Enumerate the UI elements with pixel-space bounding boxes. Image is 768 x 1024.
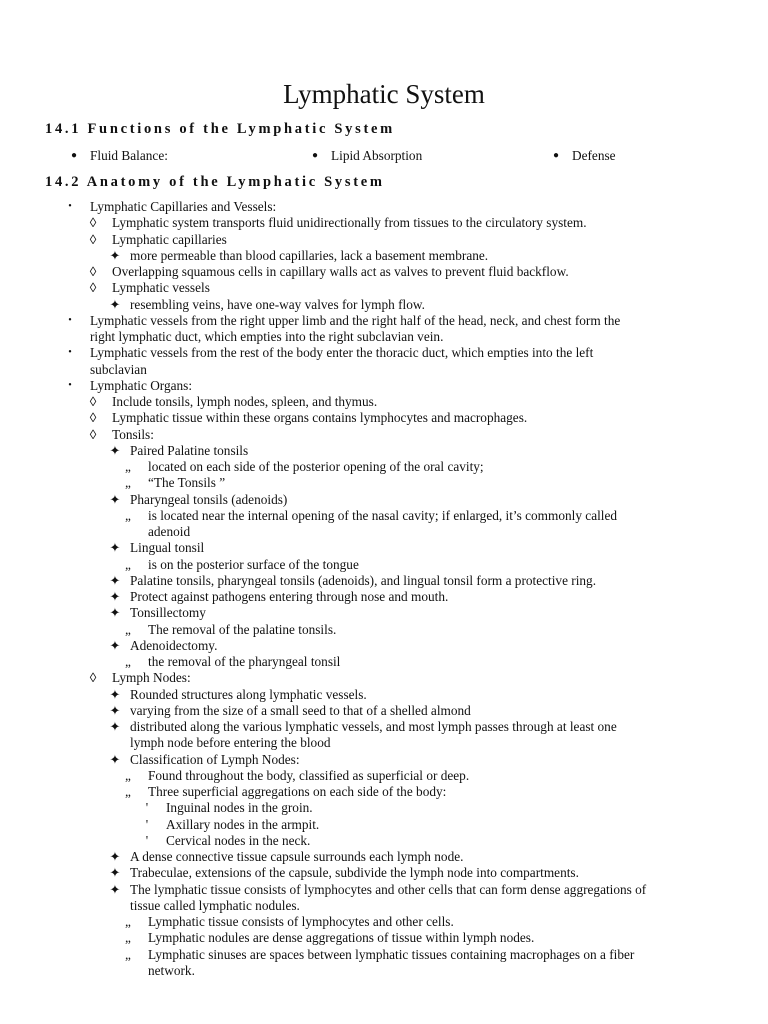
anatomy-outline bbox=[0, 199, 768, 979]
bullet-icon: ● bbox=[552, 150, 560, 161]
outline-line bbox=[0, 508, 768, 524]
function-item bbox=[70, 147, 168, 164]
function-item-label: Defense bbox=[572, 148, 616, 163]
outline-line bbox=[0, 248, 768, 264]
outline-line bbox=[0, 573, 768, 589]
outline-text: Axillary nodes in the armpit. bbox=[166, 816, 320, 832]
outline-line bbox=[0, 914, 768, 930]
quote-icon: „ bbox=[125, 621, 131, 637]
outline-line bbox=[0, 199, 768, 215]
star-icon: ✦ bbox=[109, 296, 121, 312]
outline-line bbox=[0, 768, 768, 784]
outline-line bbox=[0, 833, 768, 849]
outline-text: Three superficial aggregations on each side of the body: bbox=[148, 784, 447, 799]
star-icon: ✦ bbox=[109, 491, 121, 507]
outline-line bbox=[0, 654, 768, 670]
outline-line bbox=[0, 557, 768, 573]
outline-line bbox=[0, 492, 768, 508]
outline-line bbox=[0, 849, 768, 865]
outline-text: Lymphatic vessels bbox=[112, 280, 210, 296]
outline-line bbox=[0, 784, 768, 800]
outline-text: located on each side of the posterior opening of the oral cavity; bbox=[148, 459, 484, 474]
quote-icon: „ bbox=[125, 914, 131, 929]
outline-line bbox=[0, 329, 768, 345]
outline-line bbox=[0, 540, 768, 556]
outline-line bbox=[0, 443, 768, 459]
outline-text: Paired Palatine tonsils bbox=[130, 442, 249, 458]
outline-text: Trabeculae, extensions of the capsule, subdivide the lymph node into compartments. bbox=[130, 865, 579, 881]
document-title: Lymphatic System bbox=[283, 79, 485, 109]
outline-text: Lymphatic tissue within these organs contains lymphocytes and macrophages. bbox=[112, 410, 528, 426]
outline-line bbox=[0, 410, 768, 426]
star-icon: ✦ bbox=[109, 540, 121, 556]
quote-icon: „ bbox=[125, 507, 131, 523]
outline-line bbox=[0, 589, 768, 605]
outline-text: network. bbox=[148, 962, 195, 978]
outline-text: is located near the internal opening of the nasal cavity; if enlarged, it’s commonly called bbox=[148, 507, 618, 523]
star-icon: ✦ bbox=[109, 605, 121, 621]
star-icon: ✦ bbox=[109, 247, 121, 263]
outline-text: resembling veins, have one-way valves for lymph flow. bbox=[130, 296, 425, 312]
diamond-icon: ◊ bbox=[89, 410, 97, 426]
quote-icon: „ bbox=[125, 767, 131, 783]
outline-text: Cervical nodes in the neck. bbox=[166, 832, 311, 848]
outline-text: Overlapping squamous cells in capillary walls act as valves to prevent fluid backflow. bbox=[112, 264, 569, 279]
outline-line bbox=[0, 687, 768, 703]
outline-text: more permeable than blood capillaries, lack a basement membrane. bbox=[130, 247, 489, 263]
outline-line bbox=[0, 703, 768, 719]
diamond-icon: ◊ bbox=[89, 215, 97, 231]
section-heading-functions: 14.1 Functions of the Lymphatic System bbox=[45, 121, 395, 137]
outline-line bbox=[0, 459, 768, 475]
outline-text: Lymphatic tissue consists of lymphocytes and other cells. bbox=[148, 914, 454, 929]
outline-line bbox=[0, 638, 768, 654]
outline-line bbox=[0, 605, 768, 621]
outline-text: Classification of Lymph Nodes: bbox=[130, 751, 300, 767]
outline-line bbox=[0, 622, 768, 638]
star-icon: ✦ bbox=[109, 751, 121, 767]
quote-icon: „ bbox=[125, 946, 131, 962]
outline-text: Lymph Nodes: bbox=[112, 670, 191, 686]
star-icon: ✦ bbox=[109, 881, 121, 897]
outline-line bbox=[0, 427, 768, 443]
quote-icon: „ bbox=[125, 784, 131, 799]
outline-line bbox=[0, 280, 768, 296]
outline-text: Lymphatic system transports fluid unidirectionally from tissues to the circulatory system. bbox=[112, 215, 587, 231]
outline-line bbox=[0, 947, 768, 963]
star-icon: ✦ bbox=[109, 849, 121, 864]
diamond-icon: ◊ bbox=[89, 426, 97, 442]
outline-text: Tonsils: bbox=[112, 426, 154, 442]
outline-text: subclavian bbox=[90, 361, 147, 377]
outline-text: tissue called lymphatic nodules. bbox=[130, 897, 300, 913]
outline-line bbox=[0, 215, 768, 231]
outline-line bbox=[0, 865, 768, 881]
outline-line bbox=[0, 735, 768, 751]
outline-line bbox=[0, 264, 768, 280]
outline-text: Lymphatic Capillaries and Vessels: bbox=[90, 199, 277, 214]
outline-line bbox=[0, 752, 768, 768]
functions-list bbox=[0, 147, 768, 164]
bullet-icon: • bbox=[68, 201, 72, 212]
quote-icon: „ bbox=[125, 459, 131, 474]
outline-text: A dense connective tissue capsule surrounds each lymph node. bbox=[130, 849, 464, 864]
outline-text: Lymphatic vessels from the rest of the body enter the thoracic duct, which empties into the left bbox=[90, 345, 594, 361]
outline-line bbox=[0, 963, 768, 979]
quote-icon: „ bbox=[125, 654, 131, 669]
outline-line bbox=[0, 378, 768, 394]
outline-text: Lymphatic nodules are dense aggregations of tissue within lymph nodes. bbox=[148, 930, 535, 946]
outline-text: lymph node before entering the blood bbox=[130, 735, 331, 751]
star-icon: ✦ bbox=[109, 702, 121, 718]
outline-line bbox=[0, 898, 768, 914]
bullet-icon: • bbox=[68, 347, 72, 359]
star-icon: ✦ bbox=[109, 637, 121, 653]
bullet-icon: • bbox=[68, 379, 72, 391]
outline-text: The removal of the palatine tonsils. bbox=[148, 621, 337, 637]
star-icon: ✦ bbox=[109, 572, 121, 588]
star-icon: ✦ bbox=[109, 589, 121, 604]
outline-line bbox=[0, 930, 768, 946]
quote-icon: „ bbox=[125, 556, 131, 572]
bullet-icon: • bbox=[68, 314, 72, 326]
tick-icon: ' bbox=[145, 800, 149, 816]
star-icon: ✦ bbox=[109, 686, 121, 702]
outline-line bbox=[0, 313, 768, 329]
outline-text: Adenoidectomy. bbox=[130, 637, 218, 653]
outline-text: is on the posterior surface of the tongue bbox=[148, 556, 359, 572]
outline-line bbox=[0, 394, 768, 410]
outline-text: “The Tonsils ” bbox=[148, 475, 226, 491]
outline-text: Inguinal nodes in the groin. bbox=[166, 800, 313, 816]
diamond-icon: ◊ bbox=[89, 670, 97, 686]
outline-line bbox=[0, 362, 768, 378]
outline-text: Tonsillectomy bbox=[130, 605, 206, 621]
outline-line bbox=[0, 524, 768, 540]
quote-icon: „ bbox=[125, 930, 131, 946]
tick-icon: ' bbox=[145, 816, 149, 832]
outline-line bbox=[0, 670, 768, 686]
outline-text: Lymphatic capillaries bbox=[112, 231, 227, 247]
tick-icon: ' bbox=[145, 832, 149, 848]
outline-text: the removal of the pharyngeal tonsil bbox=[148, 654, 341, 669]
diamond-icon: ◊ bbox=[89, 231, 97, 247]
quote-icon: „ bbox=[125, 475, 131, 491]
diamond-icon: ◊ bbox=[89, 394, 97, 409]
outline-text: The lymphatic tissue consists of lymphocytes and other cells that can form dense aggregations of bbox=[130, 881, 647, 897]
diamond-icon: ◊ bbox=[89, 264, 97, 279]
function-item-label: Fluid Balance: bbox=[90, 148, 168, 163]
outline-line bbox=[0, 719, 768, 735]
outline-text: Protect against pathogens entering through nose and mouth. bbox=[130, 589, 449, 604]
outline-text: Lingual tonsil bbox=[130, 540, 205, 556]
outline-text: Include tonsils, lymph nodes, spleen, and thymus. bbox=[112, 394, 378, 409]
outline-line bbox=[0, 817, 768, 833]
star-icon: ✦ bbox=[109, 719, 121, 734]
star-icon: ✦ bbox=[109, 865, 121, 881]
function-item bbox=[311, 147, 423, 164]
outline-text: varying from the size of a small seed to that of a shelled almond bbox=[130, 702, 471, 718]
outline-text: Found throughout the body, classified as superficial or deep. bbox=[148, 767, 470, 783]
outline-text: right lymphatic duct, which empties into the right subclavian vein. bbox=[90, 329, 444, 344]
outline-text: Lymphatic Organs: bbox=[90, 377, 193, 393]
function-item-label: Lipid Absorption bbox=[331, 148, 423, 163]
diamond-icon: ◊ bbox=[89, 280, 97, 296]
bullet-icon: ● bbox=[70, 150, 78, 161]
outline-line bbox=[0, 232, 768, 248]
outline-line bbox=[0, 800, 768, 816]
function-item bbox=[552, 147, 616, 164]
outline-text: Rounded structures along lymphatic vessels. bbox=[130, 686, 367, 702]
star-icon: ✦ bbox=[109, 442, 121, 458]
bullet-icon: ● bbox=[311, 150, 319, 161]
outline-line bbox=[0, 475, 768, 491]
outline-text: Lymphatic vessels from the right upper limb and the right half of the head, neck, and chest form the bbox=[90, 312, 621, 328]
outline-text: adenoid bbox=[148, 524, 191, 539]
section-heading-anatomy: 14.2 Anatomy of the Lymphatic System bbox=[45, 174, 385, 190]
outline-line bbox=[0, 297, 768, 313]
outline-line bbox=[0, 345, 768, 361]
outline-text: distributed along the various lymphatic vessels, and most lymph passes through at least one bbox=[130, 719, 617, 734]
outline-line bbox=[0, 882, 768, 898]
outline-text: Lymphatic sinuses are spaces between lymphatic tissues containing macrophages on a fiber bbox=[148, 946, 635, 962]
outline-text: Pharyngeal tonsils (adenoids) bbox=[130, 491, 288, 507]
outline-text: Palatine tonsils, pharyngeal tonsils (adenoids), and lingual tonsil form a protective ring. bbox=[130, 572, 597, 588]
